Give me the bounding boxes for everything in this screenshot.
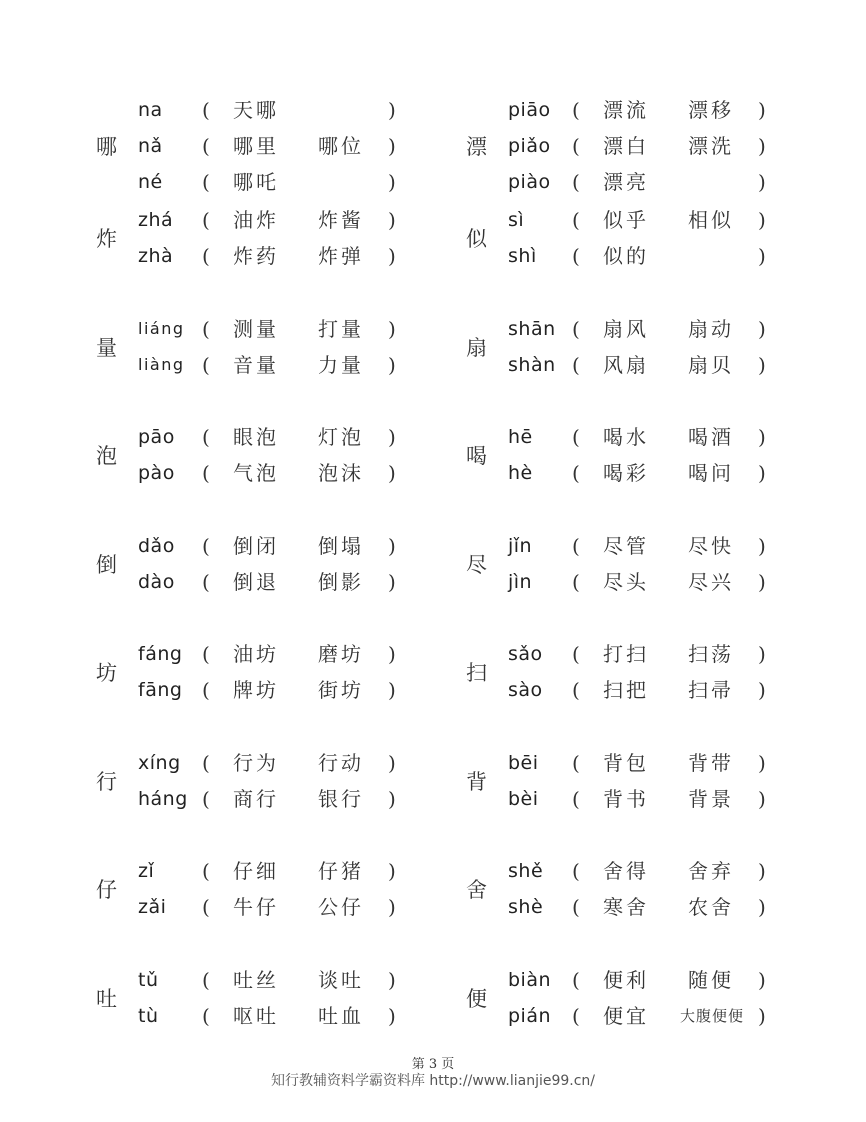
open-bracket: (: [202, 1003, 210, 1028]
polyphone-character: 仔: [96, 878, 117, 902]
reading-row: [508, 419, 838, 455]
example-word-2: 相似: [688, 208, 734, 232]
example-word-1: 漂白: [603, 134, 649, 158]
example-word-2: 倒影: [318, 569, 364, 594]
open-bracket: (: [202, 425, 210, 449]
example-word-1: 风扇: [603, 352, 649, 377]
close-bracket: ): [388, 352, 396, 377]
polyphone-character: 炸: [96, 227, 117, 251]
reading-row: [508, 672, 838, 708]
open-bracket: (: [202, 859, 210, 883]
reading-row: [138, 889, 468, 925]
example-word-2: 漂洗: [688, 134, 734, 158]
example-word-2: 吐血: [318, 1003, 364, 1028]
open-bracket: (: [202, 98, 210, 122]
close-bracket: ): [758, 859, 766, 883]
example-word-1: 行为: [233, 750, 279, 775]
polyphone-group: [96, 311, 496, 420]
pinyin: fáng: [138, 643, 183, 665]
close-bracket: ): [388, 678, 396, 702]
pinyin: shì: [508, 245, 537, 267]
reading-row: [138, 92, 468, 128]
reading-row: [138, 128, 468, 164]
example-word-2: 街坊: [318, 678, 364, 702]
reading-row: [138, 636, 468, 672]
polyphone-group: [466, 636, 866, 745]
close-bracket: ): [388, 425, 396, 449]
open-bracket: (: [202, 786, 210, 811]
close-bracket: ): [388, 569, 396, 594]
example-word-2: 背景: [688, 786, 734, 811]
pinyin: shě: [508, 860, 544, 882]
example-word-1: 油坊: [233, 642, 279, 666]
open-bracket: (: [572, 533, 580, 558]
example-word-2: 公仔: [318, 895, 364, 919]
example-word-2: 力量: [318, 352, 364, 377]
example-word-1: 便宜: [603, 1003, 649, 1028]
close-bracket: ): [388, 1003, 396, 1028]
reading-row: [138, 419, 468, 455]
close-bracket: ): [388, 895, 396, 919]
open-bracket: (: [202, 642, 210, 666]
polyphone-group: [466, 202, 866, 311]
close-bracket: ): [758, 895, 766, 919]
example-word-1: 背包: [603, 750, 649, 775]
polyphone-group: [96, 745, 496, 854]
example-word-1: 舍得: [603, 859, 649, 883]
polyphone-character: 便: [466, 986, 487, 1011]
example-word-1: 呕吐: [233, 1003, 279, 1028]
close-bracket: ): [758, 134, 766, 158]
open-bracket: (: [572, 98, 580, 122]
close-bracket: ): [758, 750, 766, 775]
example-word-1: 便利: [603, 967, 649, 992]
polyphone-group: [96, 853, 496, 962]
polyphone-character: 扇: [466, 335, 487, 360]
reading-row: [138, 564, 468, 600]
reading-row: [508, 564, 838, 600]
open-bracket: (: [572, 750, 580, 775]
example-word-2: 炸酱: [318, 208, 364, 232]
reading-row: [138, 238, 468, 274]
polyphone-character: 行: [96, 769, 117, 794]
pinyin: jìn: [508, 570, 533, 593]
pinyin: dào: [138, 570, 175, 593]
polyphone-group: [96, 636, 496, 745]
polyphone-group: [96, 92, 496, 202]
example-word-1: 眼泡: [233, 425, 279, 449]
pinyin: pián: [508, 1004, 552, 1027]
close-bracket: ): [758, 1003, 766, 1028]
example-word-2: 背带: [688, 750, 734, 775]
close-bracket: ): [388, 786, 396, 811]
reading-row: [138, 164, 468, 200]
example-word-1: 天哪: [233, 98, 279, 122]
example-word-2: 扫帚: [688, 678, 734, 702]
close-bracket: ): [388, 208, 396, 232]
pinyin: pāo: [138, 426, 175, 448]
polyphone-group: [466, 853, 866, 962]
example-word-2: 喝酒: [688, 425, 734, 449]
example-word-1: 仔细: [233, 859, 279, 883]
open-bracket: (: [572, 208, 580, 232]
example-word-1: 倒闭: [233, 533, 279, 558]
example-word-2: 漂移: [688, 98, 734, 122]
reading-row: [138, 998, 468, 1034]
reading-row: [138, 962, 468, 998]
polyphone-group: [466, 311, 866, 420]
close-bracket: ): [388, 134, 396, 158]
reading-row: [138, 853, 468, 889]
polyphone-group: [96, 202, 496, 311]
open-bracket: (: [202, 134, 210, 158]
close-bracket: ): [388, 244, 396, 268]
polyphone-group: [466, 92, 866, 202]
polyphone-group: [466, 745, 866, 854]
reading-row: [508, 962, 838, 998]
close-bracket: ): [758, 98, 766, 122]
example-word-2: 农舍: [688, 895, 734, 919]
pinyin: hè: [508, 462, 533, 484]
reading-row: [508, 636, 838, 672]
pinyin: zǐ: [138, 860, 155, 882]
close-bracket: ): [758, 569, 766, 594]
polyphone-character: 舍: [466, 878, 487, 902]
pinyin: zhà: [138, 245, 174, 267]
example-word-1: 倒退: [233, 569, 279, 594]
reading-row: [508, 998, 838, 1034]
open-bracket: (: [202, 569, 210, 594]
pinyin: sǎo: [508, 643, 543, 665]
example-word-2: 磨坊: [318, 642, 364, 666]
open-bracket: (: [202, 208, 210, 232]
reading-row: [138, 455, 468, 491]
example-word-1: 商行: [233, 786, 279, 811]
example-word-1: 尽管: [603, 533, 649, 558]
reading-row: [508, 238, 838, 274]
example-word-1: 吐丝: [233, 967, 279, 992]
example-word-2: 尽兴: [688, 569, 734, 594]
polyphone-group: [96, 419, 496, 528]
reading-row: [508, 745, 838, 781]
close-bracket: ): [388, 642, 396, 666]
reading-row: [138, 745, 468, 781]
example-word-1: 喝彩: [603, 461, 649, 485]
close-bracket: ): [388, 750, 396, 775]
reading-row: [138, 672, 468, 708]
example-word-1: 炸药: [233, 244, 279, 268]
polyphone-character: 扫: [466, 661, 487, 685]
reading-row: [138, 781, 468, 817]
pinyin: zǎi: [138, 896, 167, 918]
reading-row: [508, 455, 838, 491]
example-word-1: 漂流: [603, 98, 649, 122]
close-bracket: ): [758, 425, 766, 449]
reading-row: [508, 528, 838, 564]
polyphone-character: 喝: [466, 444, 487, 468]
open-bracket: (: [202, 895, 210, 919]
open-bracket: (: [572, 678, 580, 702]
example-word-2: 打量: [318, 316, 364, 341]
polyphone-character: 泡: [96, 444, 117, 468]
close-bracket: ): [758, 352, 766, 377]
close-bracket: ): [758, 208, 766, 232]
reading-row: [508, 781, 838, 817]
open-bracket: (: [572, 461, 580, 485]
example-word-1: 音量: [233, 352, 279, 377]
example-word-1: 气泡: [233, 461, 279, 485]
pinyin: shè: [508, 896, 544, 918]
example-word-1: 喝水: [603, 425, 649, 449]
reading-row: [138, 202, 468, 238]
pinyin: shàn: [508, 353, 556, 376]
open-bracket: (: [202, 170, 210, 194]
close-bracket: ): [388, 461, 396, 485]
pinyin: jǐn: [508, 534, 533, 557]
pinyin: piāo: [508, 99, 551, 121]
close-bracket: ): [758, 170, 766, 194]
example-word-1: 寒舍: [603, 895, 649, 919]
open-bracket: (: [202, 750, 210, 775]
polyphone-group: [96, 528, 496, 637]
reading-row: [508, 311, 838, 347]
close-bracket: ): [388, 859, 396, 883]
polyphone-character: 量: [96, 335, 117, 360]
pinyin: pào: [138, 462, 175, 484]
polyphone-character: 似: [466, 227, 487, 251]
example-word-2: 倒塌: [318, 533, 364, 558]
reading-row: [508, 92, 838, 128]
example-word-2: 尽快: [688, 533, 734, 558]
pinyin: piào: [508, 171, 551, 193]
open-bracket: (: [572, 786, 580, 811]
open-bracket: (: [572, 967, 580, 992]
example-word-1: 似的: [603, 244, 649, 268]
pinyin: dǎo: [138, 534, 175, 557]
open-bracket: (: [202, 967, 210, 992]
example-word-1: 油炸: [233, 208, 279, 232]
pinyin: háng: [138, 787, 188, 810]
right-column: [466, 92, 866, 1070]
reading-row: [138, 347, 468, 383]
open-bracket: (: [572, 859, 580, 883]
pinyin: piǎo: [508, 135, 551, 157]
example-word-2: 舍弃: [688, 859, 734, 883]
close-bracket: ): [758, 678, 766, 702]
close-bracket: ): [758, 642, 766, 666]
example-word-2: 扫荡: [688, 642, 734, 666]
open-bracket: (: [572, 569, 580, 594]
open-bracket: (: [572, 170, 580, 194]
polyphone-group: [466, 528, 866, 637]
example-word-2: 泡沫: [318, 461, 364, 485]
example-word-2: 喝问: [688, 461, 734, 485]
reading-row: [508, 889, 838, 925]
close-bracket: ): [758, 244, 766, 268]
open-bracket: (: [572, 316, 580, 341]
open-bracket: (: [202, 533, 210, 558]
example-word-1: 似乎: [603, 208, 649, 232]
pinyin: liàng: [138, 354, 185, 374]
close-bracket: ): [388, 533, 396, 558]
close-bracket: ): [758, 316, 766, 341]
example-word-2: 灯泡: [318, 425, 364, 449]
close-bracket: ): [388, 98, 396, 122]
open-bracket: (: [572, 1003, 580, 1028]
polyphone-character: 背: [466, 769, 487, 794]
open-bracket: (: [572, 352, 580, 377]
polyphone-character: 倒: [96, 552, 117, 577]
polyphone-character: 哪: [96, 135, 117, 159]
footer-watermark: 知行教辅资料学霸资料库 http://www.lianjie99.cn/: [270, 1073, 596, 1089]
pinyin: na: [138, 99, 163, 121]
pinyin: shān: [508, 317, 556, 340]
example-word-1: 打扫: [603, 642, 649, 666]
example-word-2: 行动: [318, 750, 364, 775]
close-bracket: ): [758, 967, 766, 992]
pinyin: tǔ: [138, 968, 159, 991]
pinyin: zhá: [138, 209, 174, 231]
example-word-1: 扇风: [603, 316, 649, 341]
example-word-1: 牌坊: [233, 678, 279, 702]
open-bracket: (: [572, 425, 580, 449]
pinyin: hē: [508, 426, 533, 448]
example-word-2: 扇动: [688, 316, 734, 341]
open-bracket: (: [202, 316, 210, 341]
reading-row: [138, 528, 468, 564]
page-number: 第 3 页: [411, 1057, 455, 1072]
pinyin: tù: [138, 1004, 159, 1027]
reading-row: [508, 164, 838, 200]
left-column: [96, 92, 496, 1070]
example-word-2: 扇贝: [688, 352, 734, 377]
pinyin: biàn: [508, 968, 552, 991]
example-word-1: 尽头: [603, 569, 649, 594]
example-word-2: 大腹便便: [680, 1006, 745, 1025]
example-word-1: 哪吒: [233, 170, 279, 194]
example-word-1: 背书: [603, 786, 649, 811]
close-bracket: ): [388, 170, 396, 194]
open-bracket: (: [572, 895, 580, 919]
pinyin: né: [138, 171, 163, 193]
example-word-2: 谈吐: [318, 967, 364, 992]
example-word-2: 银行: [318, 786, 364, 811]
example-word-1: 扫把: [603, 678, 649, 702]
open-bracket: (: [202, 244, 210, 268]
close-bracket: ): [388, 967, 396, 992]
example-word-2: 哪位: [318, 134, 364, 158]
pinyin: fāng: [138, 679, 183, 701]
open-bracket: (: [572, 642, 580, 666]
polyphone-character: 尽: [466, 552, 487, 577]
close-bracket: ): [758, 461, 766, 485]
example-word-2: 随便: [688, 967, 734, 992]
open-bracket: (: [202, 461, 210, 485]
example-word-1: 哪里: [233, 134, 279, 158]
pinyin: liáng: [138, 318, 185, 338]
open-bracket: (: [572, 244, 580, 268]
example-word-2: 仔猪: [318, 859, 364, 883]
open-bracket: (: [202, 352, 210, 377]
open-bracket: (: [572, 134, 580, 158]
polyphone-character: 吐: [96, 986, 117, 1011]
pinyin: sì: [508, 209, 525, 231]
example-word-2: 炸弹: [318, 244, 364, 268]
pinyin: bēi: [508, 751, 539, 774]
polyphone-group: [466, 419, 866, 528]
reading-row: [138, 311, 468, 347]
polyphone-character: 漂: [466, 135, 487, 159]
reading-row: [508, 347, 838, 383]
pinyin: sào: [508, 679, 543, 701]
example-word-1: 测量: [233, 316, 279, 341]
polyphone-character: 坊: [96, 661, 117, 685]
reading-row: [508, 202, 838, 238]
reading-row: [508, 853, 838, 889]
example-word-1: 牛仔: [233, 895, 279, 919]
close-bracket: ): [758, 533, 766, 558]
example-word-1: 漂亮: [603, 170, 649, 194]
close-bracket: ): [388, 316, 396, 341]
pinyin: nǎ: [138, 135, 163, 157]
reading-row: [508, 128, 838, 164]
open-bracket: (: [202, 678, 210, 702]
pinyin: bèi: [508, 787, 539, 810]
close-bracket: ): [758, 786, 766, 811]
pinyin: xíng: [138, 751, 181, 774]
